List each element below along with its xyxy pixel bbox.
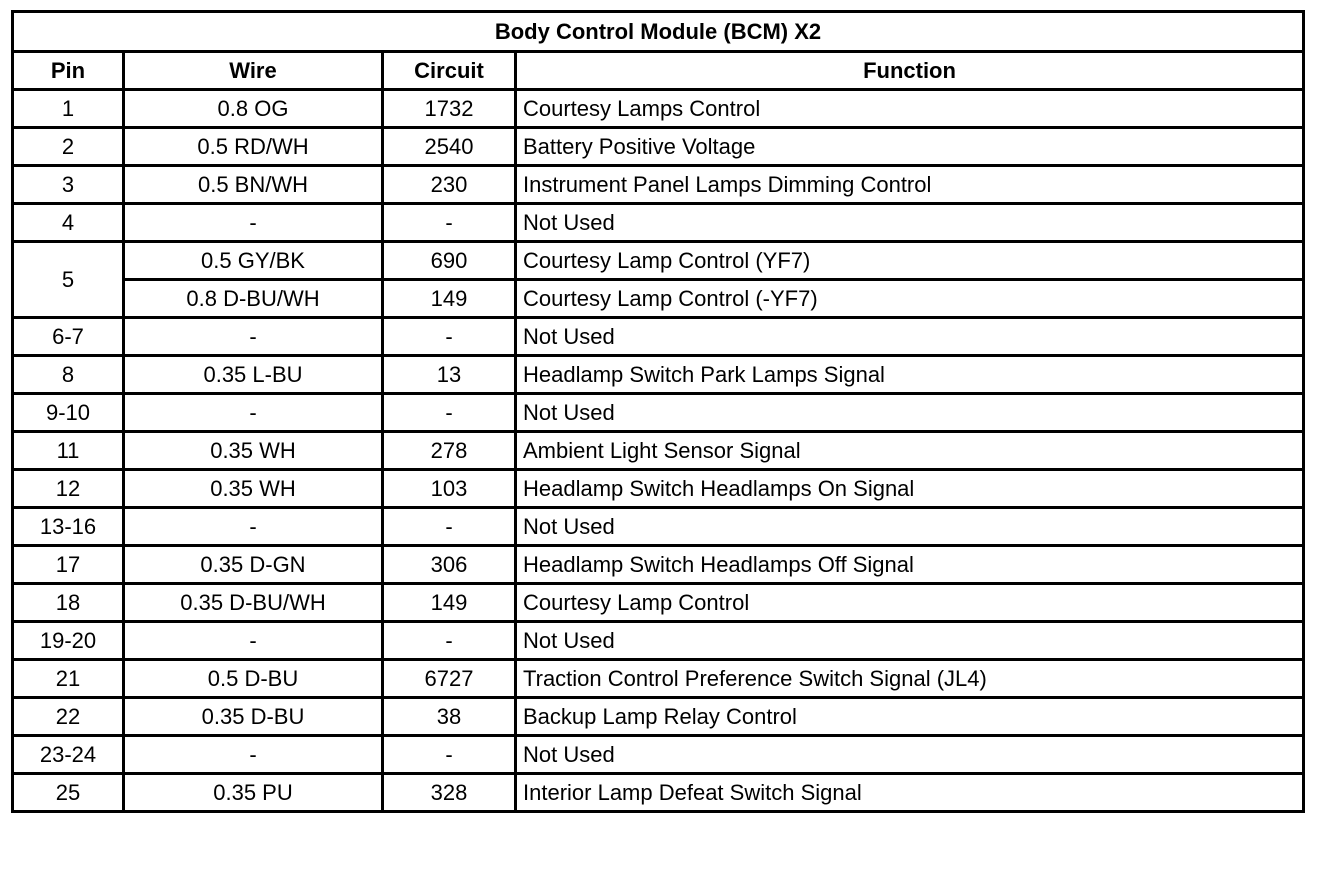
- function-cell: Not Used: [516, 508, 1304, 546]
- pin-cell: 22: [13, 698, 124, 736]
- circuit-cell: -: [383, 622, 516, 660]
- pin-cell: 25: [13, 774, 124, 812]
- function-cell: Not Used: [516, 736, 1304, 774]
- wire-cell: 0.35 PU: [124, 774, 383, 812]
- table-row: [13, 318, 1304, 356]
- pin-cell: 17: [13, 546, 124, 584]
- function-cell: Courtesy Lamp Control: [516, 584, 1304, 622]
- pin-cell: 23-24: [13, 736, 124, 774]
- circuit-cell: 38: [383, 698, 516, 736]
- table-row: [13, 698, 1304, 736]
- pin-cell: 2: [13, 128, 124, 166]
- function-cell: Backup Lamp Relay Control: [516, 698, 1304, 736]
- pin-cell: 13-16: [13, 508, 124, 546]
- function-cell: Headlamp Switch Headlamps On Signal: [516, 470, 1304, 508]
- table-row: [13, 470, 1304, 508]
- wire-cell: 0.5 GY/BK: [124, 242, 383, 280]
- table-row: [13, 128, 1304, 166]
- circuit-cell: 306: [383, 546, 516, 584]
- table-body: [13, 90, 1304, 812]
- pin-cell: 6-7: [13, 318, 124, 356]
- wire-cell: -: [124, 204, 383, 242]
- table-row: [13, 90, 1304, 128]
- table-row: [13, 394, 1304, 432]
- function-cell: Headlamp Switch Headlamps Off Signal: [516, 546, 1304, 584]
- circuit-cell: 103: [383, 470, 516, 508]
- table-row: [13, 280, 1304, 318]
- table-row: [13, 584, 1304, 622]
- table-row: [13, 508, 1304, 546]
- pin-cell: 5: [13, 242, 124, 318]
- circuit-cell: 149: [383, 280, 516, 318]
- table-row: [13, 736, 1304, 774]
- pin-cell: 8: [13, 356, 124, 394]
- function-cell: Traction Control Preference Switch Signal (JL4): [516, 660, 1304, 698]
- title-row: [13, 12, 1304, 52]
- header-circuit: Circuit: [383, 52, 516, 90]
- wire-cell: -: [124, 318, 383, 356]
- table-row: [13, 774, 1304, 812]
- header-pin: Pin: [13, 52, 124, 90]
- circuit-cell: -: [383, 204, 516, 242]
- wire-cell: -: [124, 394, 383, 432]
- table-row: [13, 242, 1304, 280]
- circuit-cell: 2540: [383, 128, 516, 166]
- function-cell: Ambient Light Sensor Signal: [516, 432, 1304, 470]
- header-function: Function: [516, 52, 1304, 90]
- function-cell: Courtesy Lamp Control (-YF7): [516, 280, 1304, 318]
- connector-pinout-table: [11, 10, 1305, 813]
- wire-cell: 0.8 D-BU/WH: [124, 280, 383, 318]
- table-row: [13, 166, 1304, 204]
- wire-cell: 0.35 D-BU/WH: [124, 584, 383, 622]
- function-cell: Not Used: [516, 394, 1304, 432]
- table-row: [13, 356, 1304, 394]
- pin-cell: 3: [13, 166, 124, 204]
- wire-cell: 0.35 D-BU: [124, 698, 383, 736]
- function-cell: Instrument Panel Lamps Dimming Control: [516, 166, 1304, 204]
- wire-cell: 0.8 OG: [124, 90, 383, 128]
- function-cell: Courtesy Lamp Control (YF7): [516, 242, 1304, 280]
- wire-cell: -: [124, 508, 383, 546]
- table-row: [13, 204, 1304, 242]
- wire-cell: -: [124, 736, 383, 774]
- function-cell: Battery Positive Voltage: [516, 128, 1304, 166]
- circuit-cell: -: [383, 736, 516, 774]
- circuit-cell: 690: [383, 242, 516, 280]
- header-row: [13, 52, 1304, 90]
- table-row: [13, 546, 1304, 584]
- circuit-cell: 328: [383, 774, 516, 812]
- function-cell: Courtesy Lamps Control: [516, 90, 1304, 128]
- circuit-cell: 149: [383, 584, 516, 622]
- pin-cell: 18: [13, 584, 124, 622]
- circuit-cell: -: [383, 508, 516, 546]
- circuit-cell: 278: [383, 432, 516, 470]
- wire-cell: -: [124, 622, 383, 660]
- wire-cell: 0.35 D-GN: [124, 546, 383, 584]
- pin-cell: 19-20: [13, 622, 124, 660]
- pin-cell: 11: [13, 432, 124, 470]
- function-cell: Not Used: [516, 204, 1304, 242]
- wire-cell: 0.35 WH: [124, 470, 383, 508]
- pin-cell: 1: [13, 90, 124, 128]
- circuit-cell: -: [383, 318, 516, 356]
- table-row: [13, 660, 1304, 698]
- table-row: [13, 432, 1304, 470]
- circuit-cell: -: [383, 394, 516, 432]
- pin-cell: 21: [13, 660, 124, 698]
- circuit-cell: 6727: [383, 660, 516, 698]
- wire-cell: 0.35 WH: [124, 432, 383, 470]
- circuit-cell: 13: [383, 356, 516, 394]
- pin-cell: 12: [13, 470, 124, 508]
- pin-cell: 9-10: [13, 394, 124, 432]
- function-cell: Not Used: [516, 318, 1304, 356]
- circuit-cell: 1732: [383, 90, 516, 128]
- function-cell: Interior Lamp Defeat Switch Signal: [516, 774, 1304, 812]
- function-cell: Not Used: [516, 622, 1304, 660]
- table-title: Body Control Module (BCM) X2: [13, 12, 1304, 52]
- pin-cell: 4: [13, 204, 124, 242]
- wire-cell: 0.5 BN/WH: [124, 166, 383, 204]
- function-cell: Headlamp Switch Park Lamps Signal: [516, 356, 1304, 394]
- table-row: [13, 622, 1304, 660]
- wire-cell: 0.5 D-BU: [124, 660, 383, 698]
- circuit-cell: 230: [383, 166, 516, 204]
- header-wire: Wire: [124, 52, 383, 90]
- wire-cell: 0.35 L-BU: [124, 356, 383, 394]
- wire-cell: 0.5 RD/WH: [124, 128, 383, 166]
